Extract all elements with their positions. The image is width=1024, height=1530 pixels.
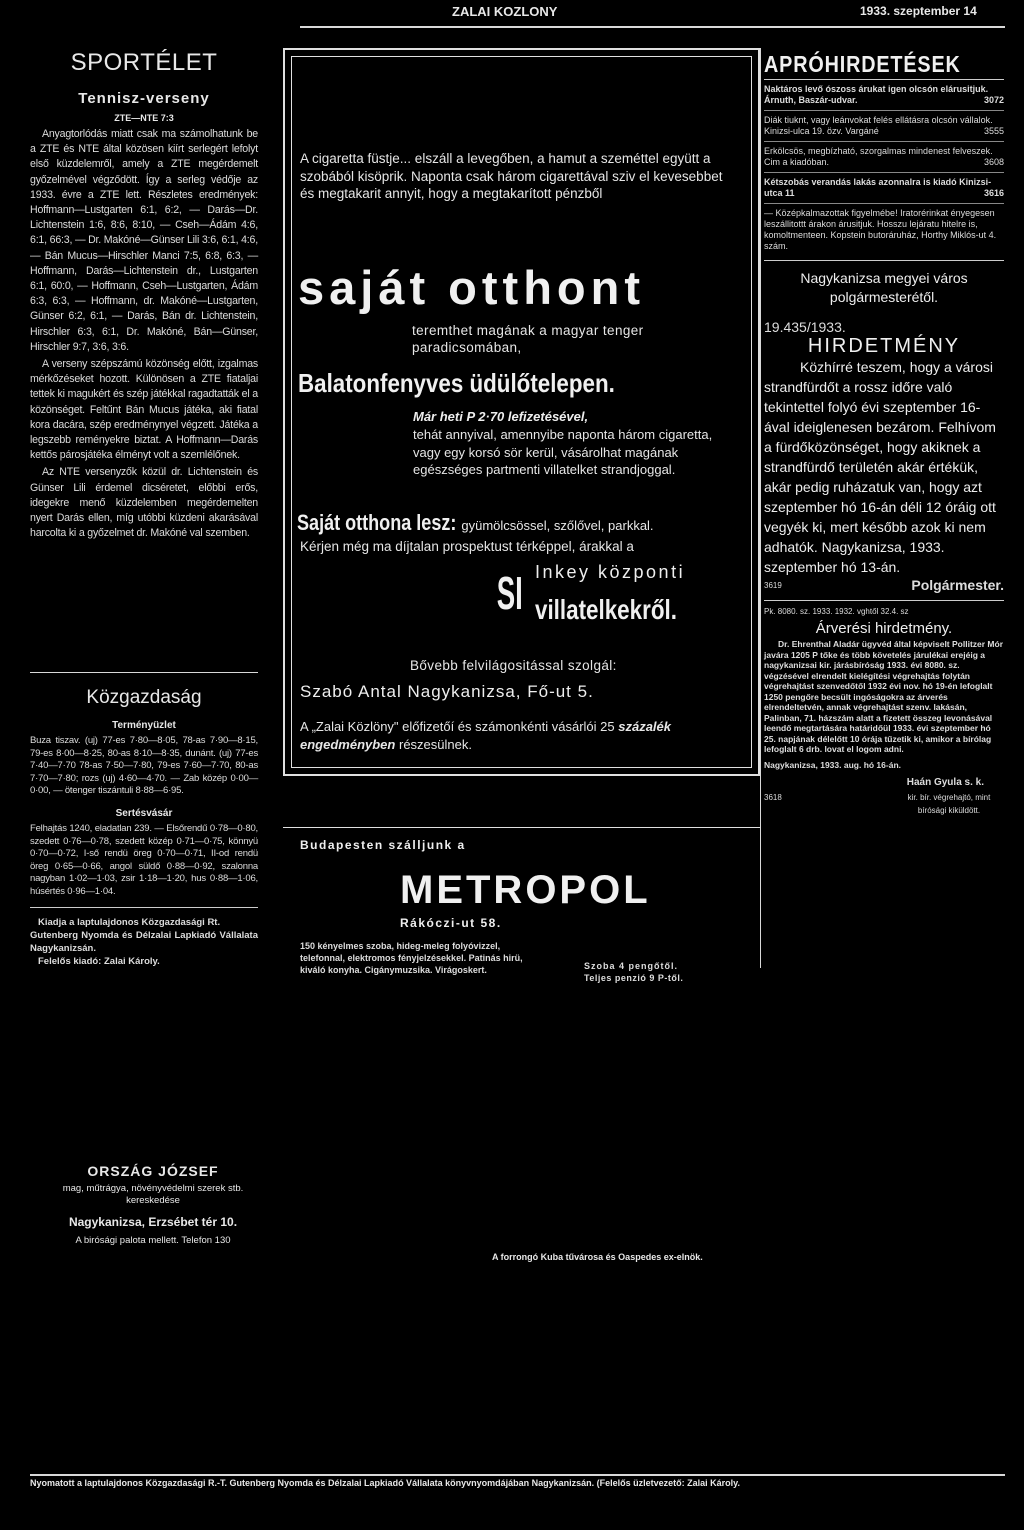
photo-caption: A forrongó Kuba tűvárosa és Oaspedes ex-elnök. <box>492 1252 703 1262</box>
classifieds-section <box>764 51 1004 817</box>
orszag-address: Nagykanizsa, Erzsébet tér 10. <box>68 1215 238 1229</box>
imprint-rule <box>30 907 258 908</box>
orszag-name: ORSZÁG JÓZSEF <box>87 1163 219 1179</box>
classifieds-title: APRÓHIRDETÉSEK <box>764 51 961 77</box>
sport-paragraph: Az NTE versenyzők közül dr. Lichtenstein és Günser Lili érdemel dicséretet, előbbi erős, idegekre menő küzdelemben megérdemelten nyert Darás ellen, míg utóbbi küzdeni akarásával harcolta ki a győzelmet dr. Makóné val szemben. <box>30 466 258 540</box>
metropol-room-price: Szoba 4 pengőtől. <box>584 961 679 971</box>
sport-section <box>30 48 258 541</box>
discount-bold: százalék engedményben <box>300 719 671 752</box>
metropol-board-price: Teljes penzió 9 P-től. <box>584 973 684 983</box>
sport-paragraph: Anyagtorlódás miatt csak ma számolhatunk be a ZTE és NTE által közösen kiírt serlegért lefolyt első küzdelemről, amely a ZTE megérdemelt győzelmével végződött. Így a serleg védője az 1933. évre a ZTE lett. Részletes eredmények: Hoffmann—Lustgarten 6:1, 6:2, — Darás—Dr. Lichtenstein 1:6, 8:6, 8:10, — Cseh—Ádám 4:6, 6:1, 66:3, — Dr. Makóné—Günser Lili 3:6, 6:1, 4:6, — Bán Mucus—Hirschler Manci 7:5, 6:8, 6:3, — Hoffmann, Darás—Lichtenstein dr., Lustgarten 6:1, 60:0, — Hoffmann, Cseh—Lustgarten, Ádám 6:3, 6:3, — Hoffmann, dr. Makóné—Lustgarten, Günser 6:2, 6:1, — Darás, Bán dr. Lichtenstein, Hirschler 6:3, 6:1, Dr. Makóné, Bán—Günser, Hirschler 9:7, 3:6, 3:6. <box>30 128 258 353</box>
sport-headline: Tennisz-verseny <box>78 90 210 107</box>
imprint-line: Gutenberg Nyomda és Délzalai Lapkiadó Vállalata Nagykanizsán. <box>30 929 258 954</box>
classified-item <box>764 177 1004 199</box>
agent-address: Szabó Antal Nagykanizsa, Fő-ut 5. <box>300 682 594 701</box>
orszag-location: A birósági palota mellett. Telefon 130 <box>75 1235 231 1246</box>
grain-market-heading: Terményüzlet <box>112 720 176 731</box>
economy-section-title: Közgazdaság <box>86 687 202 708</box>
imprint-line: Kiadja a laptulajdonos Közgazdasági Rt. <box>38 916 221 928</box>
economy-section <box>30 686 258 968</box>
own-home-big-text: Saját otthona lesz: <box>297 510 457 535</box>
metropol-description: 150 kényelmes szoba, hideg-meleg folyóvizzel, telefonnal, elektromos fényjelzésekkel. Patinás hirü, kiváló konyha. Cigánymuzsika. Virágoskert. <box>300 941 523 975</box>
section-divider <box>30 672 258 673</box>
classified-text: — Középkalmazottak figyelmébe! Iratorérinkat ényegesen leszállitottt árakon árusitjuk. Hosszu lejáratu hitelre is, komoltmenteen. Kopstein butoráruház, Horthy Miklós-ut 4. szám. <box>764 208 997 251</box>
metropol-top-line: Budapesten szálljunk a <box>300 838 466 852</box>
sport-paragraph: A verseny szépszámú közönség előtt, izgalmas mérkőzéseket hozott. Különösen a ZTE fiataljai tettek ki magukért és szép játékkal ragadtatták el a közönséget. Feltűnt Bán Mucus játéka, aki fiatal kora dacára, szép eredménynyel végzett. Játéka a legszebb reményekre biztat. A Hoffmann—Darás kettős párosjátéka élményt volt a szemlélőnek. <box>30 358 258 462</box>
own-home-features: gyümölcsössel, szőlővel, parkkal. <box>461 518 654 533</box>
classified-number: 3616 <box>983 188 1004 198</box>
classified-item <box>764 146 1004 168</box>
orszag-goods: mag, műtrágya, növényvédelmi szerek stb. kereskedése <box>62 1183 244 1206</box>
grain-market-text: Buza tiszav. (uj) 77-es 7·80—8·05, 78-as 7·90—8·15, 79-es 8·00—8·25, 80-as 8·10—8·35, dunánt. (uj) 77-es 7·40—7·70 78-as 7·50—7·80, 79-es 7·60—7·70, 80-as 7·70—7·80; rozs (uj) 4·60—4·70. — Zab közép 0·00—0·00, — ötenger tiszántuli 8·88—6·95. <box>30 735 258 797</box>
notice-title: HIRDETMÉNY <box>807 335 961 357</box>
metropol-address: Rákóczi-ut 58. <box>400 916 502 930</box>
classified-item <box>764 208 1004 252</box>
own-home-line <box>297 510 757 536</box>
mayor-office: Nagykanizsa megyei város polgármesterétől. <box>800 270 968 305</box>
bailiff-name: Haán Gyula s. k. <box>906 776 984 788</box>
column-rule <box>760 48 761 968</box>
bailiff-row <box>764 791 1004 815</box>
cigarette-intro: A cigaretta füstje... elszáll a levegőben, a hamut a szeméttel együtt a szobából kisöprik. Naponta csak három cigarettával sziv el kevesebbet és megtakarit annyit, hogy a megtakarított pénzből <box>300 151 723 201</box>
notice-signature-row <box>764 579 1004 592</box>
offer-description: tehát annyival, amennyibe naponta három cigaretta, vagy egy korsó sör kerül, vásárolhat magának egészséges partmenti villatelket strandjoggal. <box>413 427 713 477</box>
pig-market-text: Felhajtás 1240, eladatlan 239. — Elsőrendű 0·78—0·80, szedett 0·76—0·78, szedett közép 0·71—0·75, könnyü 0·70—0·72, I-ső rendü öreg 0·70—0·71, II-od rendü öreg 0·65—0·66, angol süldő 0·88—0·92, szalonna nagyban 1·02—1·03, zsir 1·18—1·20, hus 0·88—1·06, húsértés 0·96—1·04. <box>30 822 258 897</box>
auction-date: Nagykanizsa, 1933. aug. hó 16-án. <box>764 759 902 770</box>
subscriber-discount <box>300 718 740 753</box>
weekly-payment-offer: Már heti P 2·70 lefizetésével, <box>413 409 589 424</box>
classified-text: Diák tiuknt, vagy leánvokat felés ellátásra olcsón vállalok. Kinizsi-ulca 19. özv. Vargáné <box>764 115 993 136</box>
metropol-name: METROPOL <box>400 868 651 912</box>
auction-number: 3618 <box>764 792 782 802</box>
footer-imprint: Nyomatott a laptulajdonos Közgazdasági R.-T. Gutenberg Nyomda és Délzalai Lapkiadó Vállalata könyvnyomdájában Nagykanizsán. (Felelős üzletvezető: Zalai Károly. <box>30 1478 741 1488</box>
classified-item <box>764 84 1004 106</box>
prospectus-request: Kérjen még ma díjtalan prospektust térképpel, árakkal a <box>300 539 634 554</box>
classified-text: Naktáros levő ószoss árukat igen olcsón elárusitjuk. Árnuth, Baszár-udvar. <box>764 84 989 105</box>
issue-date: 1933. szeptember 14 <box>860 4 977 18</box>
own-home-headline: saját otthont <box>298 261 645 314</box>
balatonfenyves-place: Balatonfenyves üdülőtelepen. <box>298 368 615 398</box>
mayor-signature: Polgármester. <box>911 577 1004 593</box>
sport-score-line: ZTE—NTE 7:3 <box>114 113 174 123</box>
classifieds-rule <box>764 79 1004 80</box>
classified-number: 3608 <box>983 157 1004 167</box>
classified-number: 3555 <box>983 126 1004 136</box>
auction-text: Dr. Ehrenthal Aladár ügyvéd által képviselt Pollitzer Mór javára 1205 P tőke és több követelés járulékai erejéig a nagykanizsai kir. járásbíróság 1933. évi 8080. sz. végzésével elrendelt kielégítési végrehajtás folytán végrehajtást szenvedőtől 1932 évi nov. hó 19-én lefoglalt 1250 pengőre becsült ingóságokra az árverés elrendeltetvén, annak végrehajtást szenv. lakásán, Palinban, 71. házszám alatt a fizetett összeg levonásával leendő megtartására határidőül 1933. évi szeptember hó 25. napjának délelőtt 10 órája tűzetik ki, amikor a bírólag lefoglalt 6 drb. lovat el logom adni. <box>764 639 1004 754</box>
header-rule <box>300 26 1005 28</box>
classified-number: 3072 <box>983 95 1004 105</box>
more-info-line: Bővebb felvilágositással szolgál: <box>410 658 617 673</box>
classified-text: Erkölcsös, megbízható, szorgalmas mindenest felveszek. Cim a kiadóban. <box>764 146 993 167</box>
discount-suffix: részesülnek. <box>398 736 472 752</box>
notice-reference: 19.435/1933. <box>764 319 846 335</box>
auction-title: Árverési hirdetmény. <box>815 620 953 637</box>
classified-item <box>764 115 1004 137</box>
discount-prefix: A „Zalai Közlöny" előfizetőí és számonkénti vásárlói 25 <box>300 719 615 734</box>
notice-text: Közhírré teszem, hogy a városi strandfürdőt a rossz időre való tekintettel folyó évi szeptember 16-ával ideiglenesen bezárom. Felhívom a fürdőközönséget, hogy akiknek a strandfürdő területén akár értékük, akár pedig ruházatuk van, hogy azt szeptember hó 16-án déli 12 óráig ott vegyék ki, mert később azok ki nem adhatók. Nagykanizsa, 1933. szeptember hó 13-án. <box>764 359 996 575</box>
notice-number: 3619 <box>764 581 782 590</box>
hungarian-sea-subline: teremthet magának a magyar tenger paradicsomában, <box>412 323 644 355</box>
imprint-line: Felelős kiadó: Zalai Károly. <box>38 955 160 967</box>
auction-reference: Pk. 8080. sz. 1933. 1932. vghtől 32.4. sz <box>764 607 909 616</box>
inkey-central: Inkey központi <box>535 562 686 582</box>
footer-rule <box>30 1474 1005 1476</box>
bailiff-title: kir. bír. végrehajtó, mint bírósági kiküldött. <box>907 792 991 815</box>
orszag-ad <box>38 1163 268 1246</box>
pig-market-heading: Sertésvásár <box>115 807 173 819</box>
newspaper-name: ZALAI KOZLONY <box>452 4 558 19</box>
sport-section-title: SPORTÉLET <box>70 49 218 76</box>
si-logo: SI <box>496 567 523 619</box>
villa-plots: villatelkekről. <box>535 594 677 625</box>
classified-text: Kétszobás verandás lakás azonnalra is kiadó Kinizsi-utca 11 <box>764 177 992 198</box>
